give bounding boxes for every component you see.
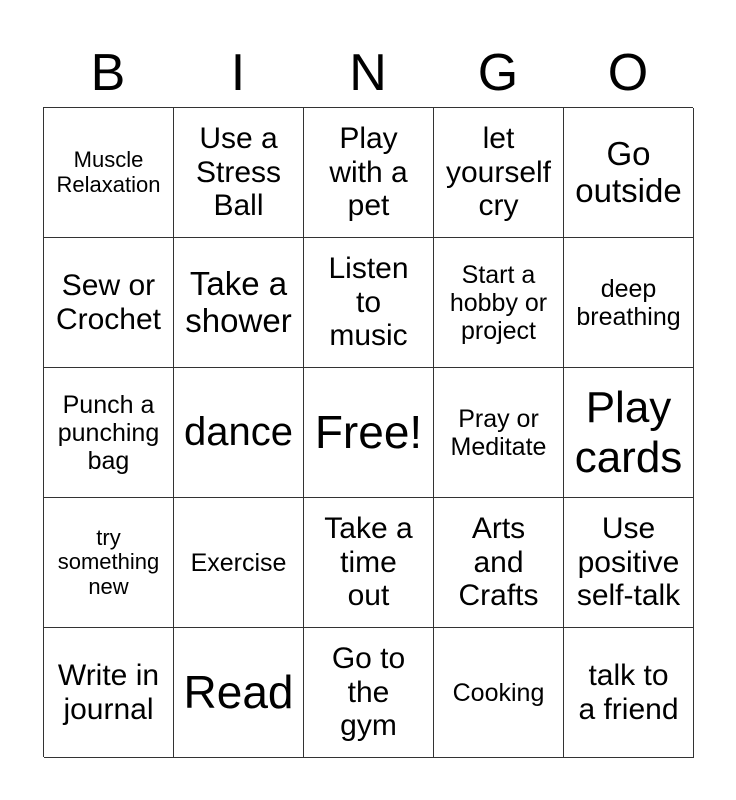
free-space-text: Free!: [314, 405, 423, 458]
bingo-cell: [44, 368, 174, 498]
bingo-cell: [304, 628, 434, 758]
header-letter-i: I: [230, 44, 246, 102]
bingo-cell-text: Exercise: [190, 548, 287, 577]
bingo-cell-text: Take a time out: [324, 512, 413, 613]
header-letter-g: G: [477, 44, 519, 102]
bingo-cell-text: Pray or Meditate: [450, 404, 547, 461]
bingo-cell-text: deep breathing: [576, 274, 681, 331]
bingo-cell: [564, 628, 694, 758]
bingo-cell: [174, 628, 304, 758]
bingo-cell-text: Arts and Crafts: [458, 512, 539, 613]
bingo-cell: [174, 498, 304, 628]
bingo-cell-text: Start a hobby or project: [449, 260, 548, 345]
bingo-cell: [44, 238, 174, 368]
bingo-cell-text: Take a shower: [185, 264, 292, 339]
bingo-cell: [564, 498, 694, 628]
bingo-cell-text: Play cards: [574, 383, 683, 482]
bingo-cell-text: Sew or Crochet: [55, 268, 162, 336]
bingo-cell: [434, 368, 564, 498]
bingo-cell: [174, 108, 304, 238]
bingo-cell-text: dance: [184, 410, 293, 455]
bingo-cell-text: Use a Stress Ball: [195, 122, 282, 223]
bingo-cell: [564, 368, 694, 498]
bingo-cell: [434, 498, 564, 628]
bingo-cell-text: Go outside: [575, 134, 682, 209]
bingo-cell-text: Cooking: [452, 678, 545, 707]
bingo-cell-text: Muscle Relaxation: [56, 146, 161, 197]
header-letter-b: B: [90, 44, 126, 102]
bingo-cell: [434, 108, 564, 238]
bingo-cell-text: Write in journal: [57, 658, 160, 726]
bingo-cell: [564, 238, 694, 368]
bingo-cell: [304, 238, 434, 368]
header-letter-n: N: [349, 44, 387, 102]
bingo-cell: [44, 498, 174, 628]
bingo-cell: [564, 108, 694, 238]
bingo-cell-text: talk to a friend: [578, 658, 679, 726]
bingo-cell: [44, 628, 174, 758]
bingo-cell: [304, 108, 434, 238]
bingo-cell-text: Go to the gym: [331, 642, 406, 743]
bingo-cell: [174, 368, 304, 498]
bingo-cell-text: Play with a pet: [329, 122, 408, 223]
bingo-cell-text: Punch a punching bag: [57, 390, 160, 475]
bingo-cell: [174, 238, 304, 368]
bingo-cell-text: let yourself cry: [445, 122, 552, 223]
header-letter-o: O: [607, 44, 649, 102]
bingo-cell-text: Read: [183, 665, 294, 718]
bingo-header: [43, 40, 693, 106]
bingo-cell: [304, 498, 434, 628]
bingo-cell-text: Use positive self-talk: [576, 512, 681, 613]
bingo-grid: [43, 107, 693, 757]
bingo-cell: [434, 238, 564, 368]
bingo-cell: [44, 108, 174, 238]
bingo-cell-text: Listen to music: [328, 252, 409, 353]
free-space-cell: [304, 368, 434, 498]
bingo-cell: [434, 628, 564, 758]
bingo-cell-text: try something new: [57, 524, 160, 599]
